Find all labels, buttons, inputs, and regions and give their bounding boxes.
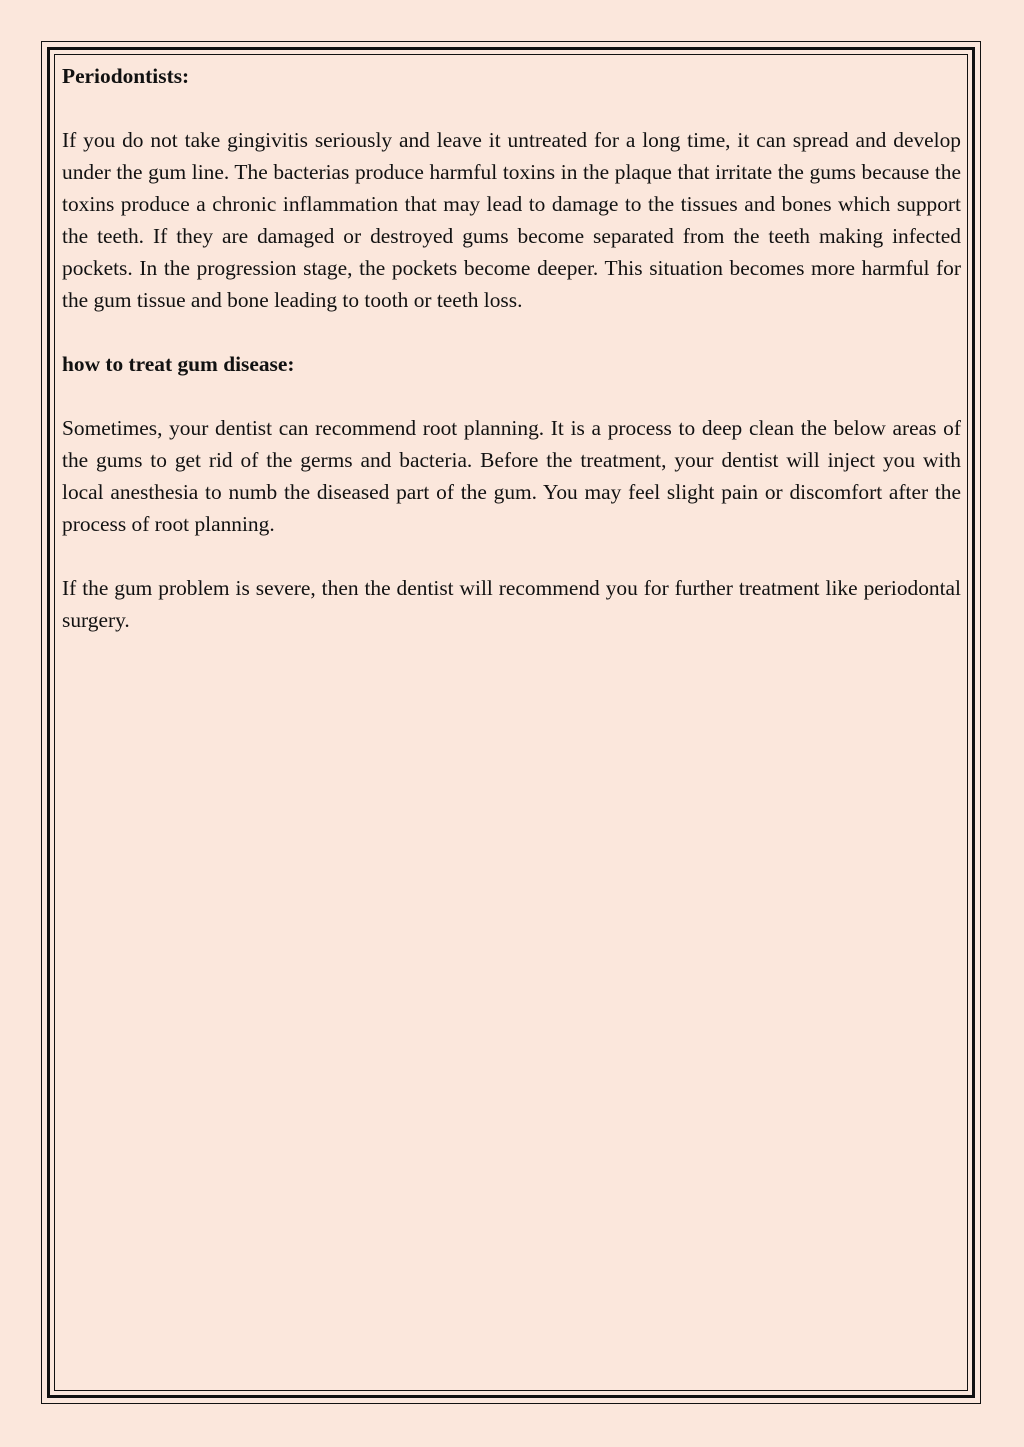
document-body: [62, 60, 961, 636]
spacer: [62, 92, 961, 124]
spacer: [62, 380, 961, 412]
paragraph-periodontists: If you do not take gingivitis seriously and leave it untreated for a long time, it can spread and develop under the gum line. The bacterias produce harmful toxins in the plaque that irritate the gums because the toxins produce a chronic inflammation that may lead to damage to the tissues and bones which support the teeth. If they are damaged or destroyed gums become separated from the teeth making infected pockets. In the progression stage, the pockets become deeper. This situation becomes more harmful for the gum tissue and bone leading to tooth or teeth loss.: [62, 128, 961, 312]
section-heading-periodontists: Periodontists:: [62, 64, 190, 88]
paragraph-root-planning: Sometimes, your dentist can recommend root planning. It is a process to deep clean the below areas of the gums to get rid of the germs and bacteria. Before the treatment, your dentist will inject you with local anesthesia to numb the diseased part of the gum. You may feel slight pain or discomfort after the process of root planning.: [62, 416, 961, 536]
spacer: [62, 316, 961, 348]
section-heading-treatment: how to treat gum disease:: [62, 352, 295, 376]
paragraph-surgery: If the gum problem is severe, then the dentist will recommend you for further treatment like periodontal surgery.: [62, 576, 961, 632]
spacer: [62, 540, 961, 572]
